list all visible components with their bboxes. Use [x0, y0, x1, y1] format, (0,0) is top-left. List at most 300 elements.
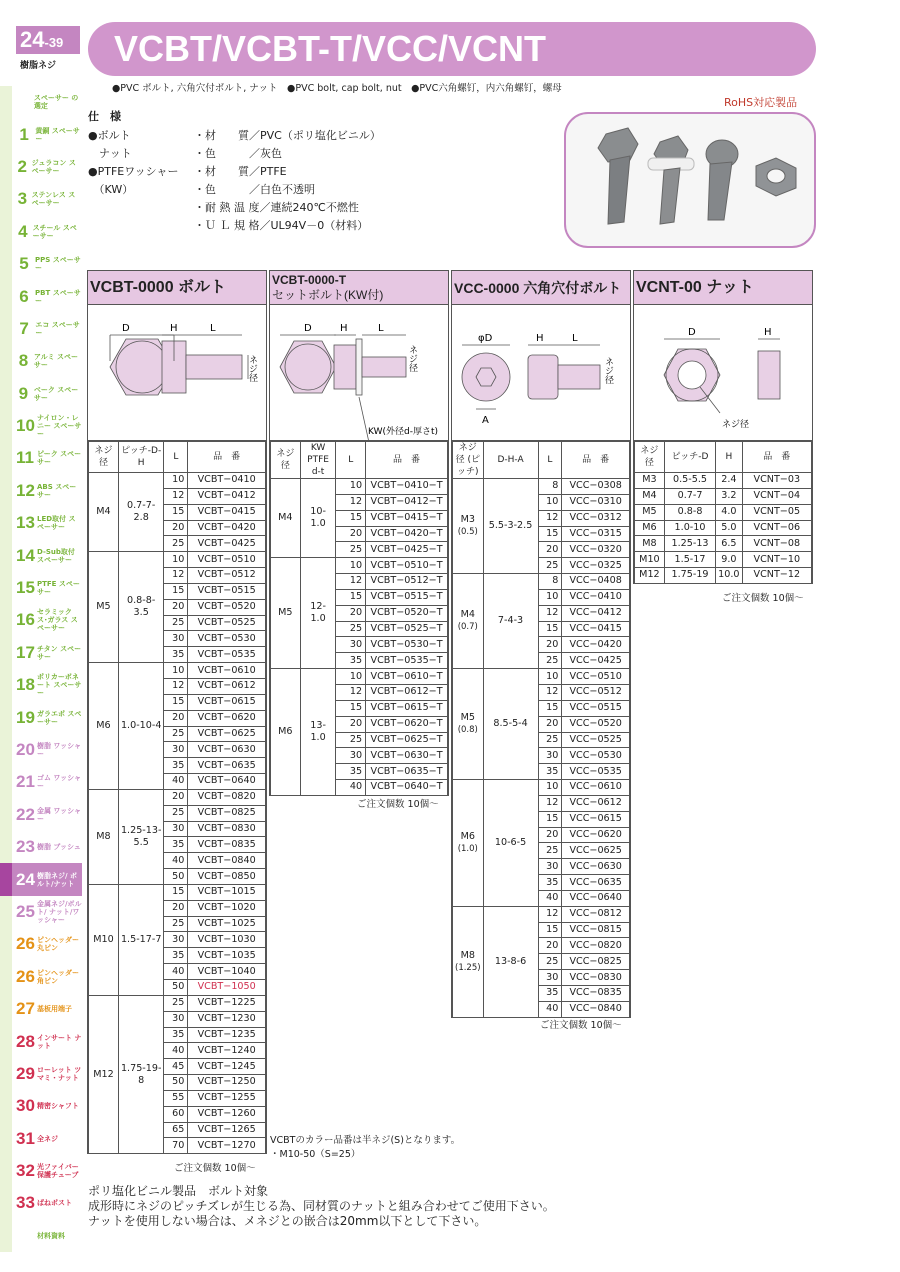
table-row — [453, 669, 630, 685]
part-number: VCC−0815 — [562, 922, 630, 938]
length-cell: 15 — [538, 700, 562, 716]
part-number: VCBT−0820 — [188, 789, 266, 805]
part-number: VCBT−0535−T — [366, 653, 448, 669]
size-value: M6 — [96, 720, 111, 731]
length-cell: 20 — [538, 637, 562, 653]
sidebar-item — [0, 151, 82, 183]
length-cell: 10 — [538, 780, 562, 796]
height-cell: 4.0 — [716, 504, 742, 520]
part-number: VCC−0825 — [562, 954, 630, 970]
vcnt-title: VCNT-00 ナット — [634, 271, 812, 305]
length-cell: 10 — [164, 473, 188, 489]
part-number: VCBT−0515−T — [366, 589, 448, 605]
part-number: VCBT−0825 — [188, 805, 266, 821]
spec-item: ナット — [88, 147, 132, 160]
part-number: VCC−0812 — [562, 906, 630, 922]
table-row — [635, 488, 812, 504]
sidebar-item-label: スチール スペーサー — [32, 223, 77, 240]
length-cell: 20 — [538, 938, 562, 954]
vcbtt-title — [270, 271, 448, 305]
part-number: VCBT−0610 — [188, 663, 266, 679]
part-number: VCNT−12 — [742, 568, 811, 584]
sidebar-item — [0, 961, 82, 993]
sidebar-item-label: 精密シャフト — [37, 1102, 79, 1111]
sidebar-item — [0, 118, 82, 150]
size-value: M4 — [96, 506, 111, 518]
table-row — [635, 504, 812, 520]
spec-row — [88, 199, 381, 217]
vcbtt-order-note: ご注文個数 10個～ — [357, 799, 439, 810]
sidebar-item-number: 17 — [16, 642, 35, 662]
spec-section — [88, 108, 381, 235]
size-cell — [453, 906, 484, 1017]
part-number: VCBT−0425−T — [366, 542, 448, 558]
sidebar-item — [0, 1123, 82, 1155]
sidebar-item — [0, 1090, 82, 1122]
size-value: M12 — [93, 1068, 114, 1080]
length-cell: 55 — [164, 1090, 188, 1106]
length-cell: 12 — [336, 574, 366, 590]
length-cell: 20 — [336, 716, 366, 732]
part-number: VCBT−0630−T — [366, 748, 448, 764]
part-number: VCBT−0635−T — [366, 764, 448, 780]
size-cell — [271, 558, 301, 669]
height-cell: 5.0 — [716, 520, 742, 536]
length-cell: 65 — [164, 1122, 188, 1138]
column-header: 品 番 — [742, 442, 811, 473]
pitch-note: (0.8) — [457, 725, 478, 736]
length-cell: 45 — [164, 1059, 188, 1075]
dim-dia: ネジ径 — [407, 345, 417, 372]
length-cell: 35 — [336, 653, 366, 669]
sidebar-item — [0, 539, 82, 571]
column-header: H — [716, 442, 742, 473]
sidebar-item — [0, 507, 82, 539]
vcbt-block — [87, 270, 267, 1154]
table-row — [89, 789, 266, 805]
length-cell: 20 — [538, 716, 562, 732]
vcbt-table — [88, 441, 266, 1154]
length-cell: 25 — [538, 558, 562, 574]
sidebar-item — [0, 183, 82, 215]
part-number: VCBT−0535 — [188, 647, 266, 663]
size-cell: M12 — [635, 568, 665, 584]
length-cell: 30 — [164, 932, 188, 948]
part-number: VCC−0425 — [562, 653, 630, 669]
spec-cell: 1.5-17-7 — [118, 884, 164, 995]
sidebar-item — [0, 701, 82, 733]
table-row — [635, 520, 812, 536]
dim-d: φD — [478, 333, 493, 344]
sidebar-item-number: 11 — [16, 448, 34, 468]
sidebar-item-label: ローレット ツマミ・ナット — [37, 1065, 82, 1082]
sidebar-item — [0, 831, 82, 863]
part-number: VCC−0520 — [562, 716, 630, 732]
spec-row — [88, 127, 381, 145]
part-number: VCBT−1240 — [188, 1043, 266, 1059]
part-number: VCC−0320 — [562, 542, 630, 558]
part-number: VCBT−1260 — [188, 1106, 266, 1122]
part-number: VCBT−0840 — [188, 853, 266, 869]
length-cell: 30 — [538, 748, 562, 764]
size-value: M4 — [278, 512, 293, 524]
sidebar-item-label: セラミックス･ガラス スペーサー — [37, 608, 78, 633]
sidebar-item-number: 27 — [16, 999, 35, 1019]
part-number: VCBT−1270 — [188, 1138, 266, 1154]
spec-cell: 10-1.0 — [300, 479, 336, 558]
length-cell: 12 — [538, 684, 562, 700]
part-number: VCBT−0412−T — [366, 494, 448, 510]
sidebar-item-number: 24 — [16, 869, 35, 889]
sidebar-item-number: 18 — [16, 675, 35, 695]
length-cell: 50 — [164, 869, 188, 885]
part-number: VCBT−0525 — [188, 615, 266, 631]
dim-l: L — [210, 323, 216, 334]
sidebar-item-number: 26 — [16, 966, 35, 986]
vcbt-order-note: ご注文個数 10個～ — [174, 1163, 256, 1174]
length-cell: 15 — [538, 811, 562, 827]
sidebar-item-label: エコ スペーサー — [35, 320, 80, 337]
spec-value: ・色 ／白色不透明 — [194, 183, 315, 196]
vcc-order-note: ご注文個数 10個～ — [540, 1020, 622, 1031]
length-cell: 40 — [336, 780, 366, 796]
length-cell: 35 — [164, 647, 188, 663]
table-row — [635, 536, 812, 552]
part-number: VCBT−0830 — [188, 821, 266, 837]
dim-d: D — [304, 323, 312, 334]
sidebar-item — [0, 313, 82, 345]
spec-item: ●ボルト — [88, 129, 131, 142]
length-cell: 40 — [164, 964, 188, 980]
size-value: M6 — [460, 830, 475, 842]
length-cell: 15 — [164, 884, 188, 900]
part-number: VCNT−08 — [742, 536, 811, 552]
sidebar-item — [0, 863, 82, 895]
length-cell: 20 — [538, 542, 562, 558]
length-cell: 40 — [538, 890, 562, 906]
part-number: VCBT−0530 — [188, 631, 266, 647]
spec-cell: 13-1.0 — [300, 669, 336, 796]
part-number: VCNT−06 — [742, 520, 811, 536]
part-number: VCBT−1020 — [188, 900, 266, 916]
length-cell: 40 — [164, 1043, 188, 1059]
spec-cell: 1.75-19 — [664, 568, 715, 584]
dim-h: H — [340, 323, 348, 334]
vcc-block — [451, 270, 631, 1018]
part-number: VCC−0325 — [562, 558, 630, 574]
part-number: VCC−0630 — [562, 859, 630, 875]
table-row — [635, 568, 812, 584]
sidebar-item-number: 1 — [19, 124, 29, 144]
length-cell: 10 — [164, 552, 188, 568]
length-cell: 50 — [164, 1075, 188, 1091]
length-cell: 10 — [336, 669, 366, 685]
column-header: L — [336, 442, 366, 479]
vcc-diagram — [452, 305, 630, 441]
dim-dia: ネジ径 — [247, 355, 257, 382]
length-cell: 35 — [538, 875, 562, 891]
length-cell: 25 — [164, 916, 188, 932]
sidebar-item-label: ベーク スペーサー — [33, 385, 79, 402]
part-number: VCBT−1255 — [188, 1090, 266, 1106]
length-cell: 20 — [164, 789, 188, 805]
sidebar-item — [0, 216, 82, 248]
part-number: VCC−0512 — [562, 684, 630, 700]
sidebar-item-label: 黄銅 スペーサー — [35, 126, 80, 143]
part-number: VCBT−1225 — [188, 995, 266, 1011]
spec-row — [88, 181, 381, 199]
category-sidebar — [0, 86, 82, 1252]
table-row — [635, 473, 812, 489]
footer-line-2: 成形時にネジのピッチズレが生じる為、同材質のナットと組み合わせてご使用下さい。 — [88, 1199, 555, 1213]
sidebar-item-number: 32 — [16, 1161, 35, 1181]
part-number: VCBT−0520 — [188, 599, 266, 615]
table-row — [453, 906, 630, 922]
sidebar-item — [0, 1220, 82, 1252]
length-cell: 12 — [164, 568, 188, 584]
part-number: VCC−0835 — [562, 986, 630, 1002]
size-cell — [453, 479, 484, 574]
dim-dia: ネジ径 — [722, 420, 750, 430]
page-number: 24-39 — [16, 26, 80, 54]
length-cell: 15 — [538, 922, 562, 938]
sidebar-item-number: 2 — [17, 156, 28, 176]
length-cell: 12 — [538, 605, 562, 621]
length-cell: 20 — [336, 526, 366, 542]
spec-cell: 7-4-3 — [483, 574, 538, 669]
part-number: VCBT−1030 — [188, 932, 266, 948]
dim-a: A — [482, 415, 489, 426]
sidebar-item-label: ABS スペーサー — [37, 482, 77, 499]
length-cell: 30 — [164, 742, 188, 758]
vcc-title: VCC-0000 六角穴付ボルト — [452, 271, 630, 305]
spec-cell: 10-6-5 — [483, 780, 538, 907]
length-cell: 60 — [164, 1106, 188, 1122]
part-number: VCC−0640 — [562, 890, 630, 906]
table-row — [89, 884, 266, 900]
spec-item: ●PTFEワッシャー — [88, 165, 179, 178]
part-number: VCC−0625 — [562, 843, 630, 859]
size-value: M8 — [460, 949, 475, 961]
height-cell: 2.4 — [716, 473, 742, 489]
part-number: VCBT−0520−T — [366, 605, 448, 621]
column-header: ネジ径 — [635, 442, 665, 473]
sidebar-item-label: ステンレス スペーサー — [31, 191, 76, 208]
length-cell: 25 — [164, 805, 188, 821]
sidebar-item-label: アルミ スペーサー — [33, 353, 79, 370]
spec-cell: 1.0-10-4 — [118, 663, 164, 790]
sidebar-item-number: 20 — [16, 740, 35, 759]
size-cell — [89, 663, 119, 790]
part-number: VCNT−03 — [742, 473, 811, 489]
length-cell: 10 — [538, 589, 562, 605]
part-number: VCC−0312 — [562, 510, 630, 526]
spec-item — [88, 199, 194, 217]
sidebar-item-number: 29 — [16, 1063, 35, 1083]
length-cell: 15 — [164, 504, 188, 520]
size-cell — [89, 473, 119, 552]
length-cell: 15 — [336, 700, 366, 716]
part-number: VCBT−0425 — [188, 536, 266, 552]
part-number: VCC−0615 — [562, 811, 630, 827]
sidebar-item-number: 8 — [18, 351, 29, 371]
sidebar-item — [0, 410, 82, 442]
part-number: VCBT−1040 — [188, 964, 266, 980]
footer-line-1: ポリ塩化ビニル製品 ボルト対象 — [88, 1184, 269, 1198]
part-number: VCC−0530 — [562, 748, 630, 764]
table-row — [635, 552, 812, 568]
part-number: VCC−0635 — [562, 875, 630, 891]
sidebar-item-label: ゴム ワッシャー — [37, 774, 81, 791]
sidebar-item-number: 26 — [16, 934, 35, 954]
sidebar-item-number: 33 — [16, 1193, 35, 1213]
sidebar-item — [0, 86, 82, 118]
column-header: L — [164, 442, 188, 473]
length-cell: 25 — [538, 653, 562, 669]
part-number: VCBT−0510−T — [366, 558, 448, 574]
size-cell — [453, 780, 484, 907]
part-number: VCBT−0412 — [188, 488, 266, 504]
spec-cell: 0.8-8-3.5 — [118, 552, 164, 663]
sidebar-item-number: 5 — [19, 254, 29, 274]
part-number: VCBT−0512−T — [366, 574, 448, 590]
length-cell: 25 — [164, 726, 188, 742]
length-cell: 35 — [164, 837, 188, 853]
vcnt-block — [633, 270, 813, 584]
part-number: VCC−0535 — [562, 764, 630, 780]
length-cell: 25 — [336, 732, 366, 748]
part-number: VCBT−1250 — [188, 1075, 266, 1091]
sidebar-item — [0, 475, 82, 507]
size-cell — [89, 552, 119, 663]
spec-row — [88, 217, 381, 235]
size-cell: M6 — [635, 520, 665, 536]
sidebar-item-number: 16 — [16, 610, 35, 630]
sidebar-item — [0, 734, 82, 766]
sidebar-item-number: 13 — [16, 513, 35, 533]
size-value: M3 — [460, 514, 475, 526]
spec-cell: 0.8-8 — [664, 504, 715, 520]
sidebar-item-number: 9 — [18, 383, 29, 403]
spec-cell: 1.25-13 — [664, 536, 715, 552]
part-number: VCBT−1035 — [188, 948, 266, 964]
length-cell: 25 — [336, 621, 366, 637]
part-number: VCBT−0615 — [188, 694, 266, 710]
length-cell: 8 — [538, 479, 562, 495]
length-cell: 40 — [538, 1001, 562, 1017]
height-cell: 10.0 — [716, 568, 742, 584]
part-number: VCC−0610 — [562, 780, 630, 796]
part-number: VCBT−0835 — [188, 837, 266, 853]
length-cell: 35 — [164, 948, 188, 964]
spec-cell: 13-8-6 — [483, 906, 538, 1017]
part-number: VCBT−1025 — [188, 916, 266, 932]
size-cell: M4 — [635, 488, 665, 504]
part-number: VCC−0515 — [562, 700, 630, 716]
sidebar-item — [0, 442, 82, 474]
sidebar-item-number: 23 — [16, 837, 35, 857]
sidebar-item-label: 全ネジ — [37, 1134, 58, 1143]
spec-item: （KW） — [88, 183, 134, 196]
sidebar-item-label: 材料資料 — [37, 1231, 65, 1240]
length-cell: 30 — [336, 637, 366, 653]
length-cell: 30 — [538, 970, 562, 986]
spec-value: ・耐 熱 温 度／連続240℃不燃性 — [194, 201, 359, 214]
table-row — [453, 780, 630, 796]
column-header: ネジ径 — [89, 442, 119, 473]
spec-row — [88, 145, 381, 163]
part-number: VCBT−0415 — [188, 504, 266, 520]
sidebar-item — [0, 604, 82, 636]
sidebar-item — [0, 1187, 82, 1219]
part-number: VCBT−0612−T — [366, 684, 448, 700]
part-number: VCC−0840 — [562, 1001, 630, 1017]
length-cell: 40 — [164, 774, 188, 790]
vcbtt-diagram — [270, 305, 448, 441]
spec-cell: 8.5-5-4 — [483, 669, 538, 780]
spec-value: ・材 質／PVC（ポリ塩化ビニル） — [194, 129, 381, 142]
part-number: VCBT−0415−T — [366, 510, 448, 526]
vcbtt-title-sub: セットボルト(KW付) — [272, 288, 384, 302]
vcc-table — [452, 441, 630, 1018]
length-cell: 35 — [164, 758, 188, 774]
length-cell: 20 — [164, 900, 188, 916]
length-cell: 70 — [164, 1138, 188, 1154]
footer-line-3: ナットを使用しない場合は、メネジとの嵌合は20mm以下として下さい。 — [88, 1214, 487, 1228]
table-row — [89, 473, 266, 489]
sidebar-item-label: ジュラコン スペーサー — [31, 158, 76, 175]
vcbtt-title-main: VCBT-0000-T — [272, 273, 347, 287]
length-cell: 35 — [336, 764, 366, 780]
length-cell: 30 — [538, 859, 562, 875]
size-value: M5 — [278, 607, 293, 619]
dim-h: H — [764, 327, 772, 338]
sidebar-item — [0, 1025, 82, 1057]
part-number: VCNT−10 — [742, 552, 811, 568]
sidebar-item-label: 基板用端子 — [37, 1005, 72, 1014]
sidebar-item-label: PPS スペーサー — [35, 256, 81, 273]
length-cell: 15 — [336, 510, 366, 526]
length-cell: 25 — [538, 732, 562, 748]
sidebar-item-number: 12 — [16, 480, 35, 500]
part-number: VCBT−0640−T — [366, 780, 448, 796]
dim-kw: KW(外径d-厚さt) — [368, 427, 438, 437]
part-number: VCC−0308 — [562, 479, 630, 495]
length-cell: 12 — [538, 795, 562, 811]
part-number: VCC−0620 — [562, 827, 630, 843]
sidebar-item — [0, 637, 82, 669]
sidebar-item-label: ピンヘッダー 丸ピン — [37, 936, 79, 953]
pitch-note: (0.7) — [457, 622, 478, 633]
length-cell: 25 — [336, 542, 366, 558]
length-cell: 25 — [164, 536, 188, 552]
part-number: VCC−0525 — [562, 732, 630, 748]
part-number: VCBT−0610−T — [366, 669, 448, 685]
sidebar-item-number: 15 — [16, 578, 35, 598]
length-cell: 20 — [164, 520, 188, 536]
size-cell — [453, 669, 484, 780]
size-cell: M5 — [635, 504, 665, 520]
size-value: M5 — [460, 712, 475, 724]
length-cell: 35 — [538, 764, 562, 780]
sidebar-item-number: 10 — [16, 416, 35, 436]
footer-notes — [88, 1184, 555, 1229]
table-row — [89, 552, 266, 568]
sidebar-item — [0, 669, 82, 701]
length-cell: 50 — [164, 980, 188, 996]
part-number: VCBT−0410−T — [366, 479, 448, 495]
sidebar-item-number: 21 — [16, 772, 35, 792]
